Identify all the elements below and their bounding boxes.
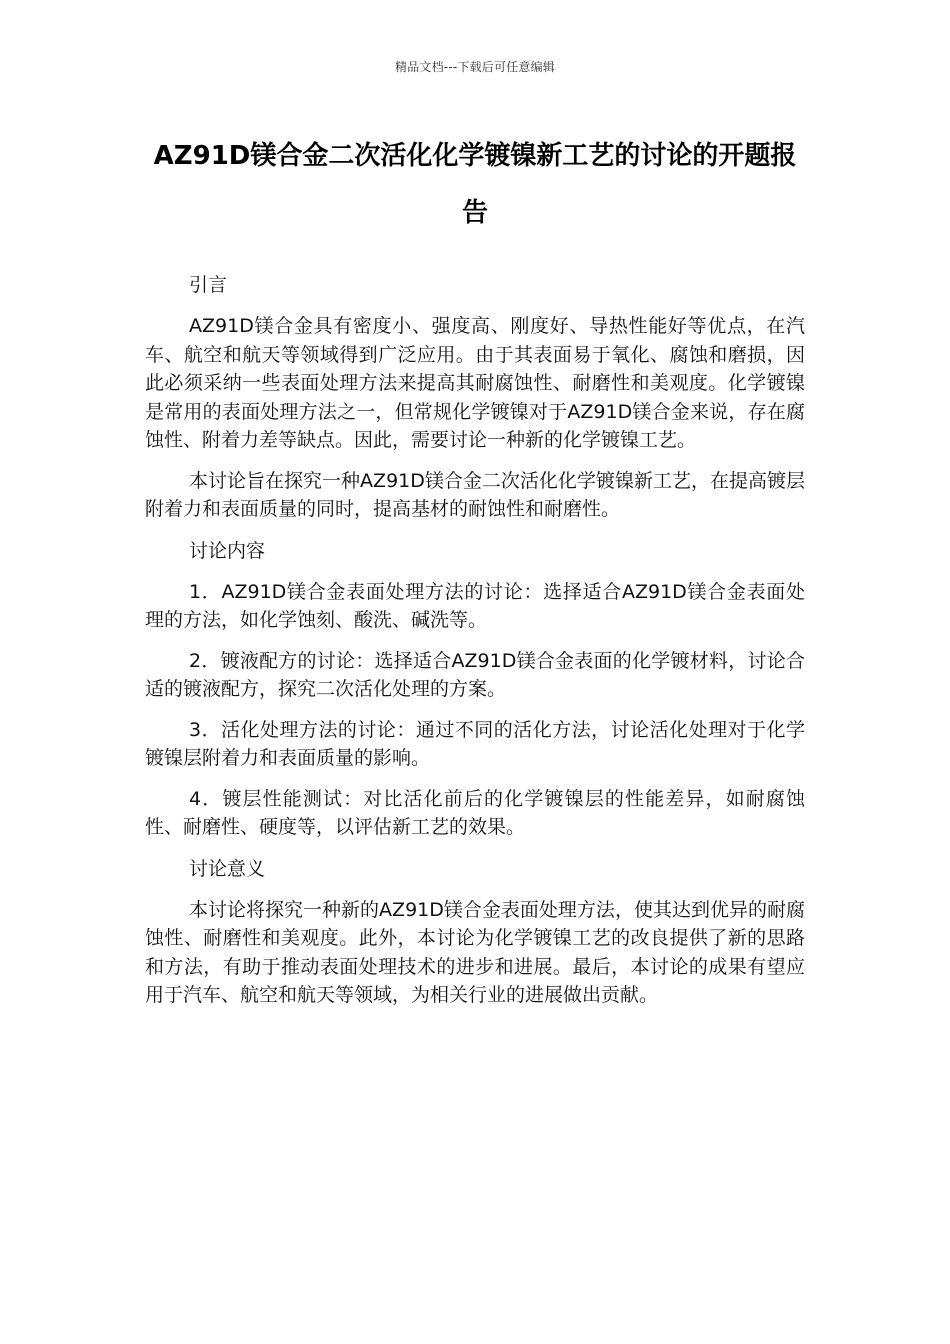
document-title: AZ91D镁合金二次活化化学镀镍新工艺的讨论的开题报告 xyxy=(153,141,797,228)
content-item-1: 1．AZ91D镁合金表面处理方法的讨论：选择适合AZ91D镁合金表面处理的方法，如化学蚀刻、酸洗、碱洗等。 xyxy=(145,580,805,631)
content-item-2: 2．镀液配方的讨论：选择适合AZ91D镁合金表面的化学镀材料，讨论合适的镀液配方，探究二次活化处理的方案。 xyxy=(145,649,805,700)
significance-paragraph: 本讨论将探究一种新的AZ91D镁合金表面处理方法，使其达到优异的耐腐蚀性、耐磨性和美观度。此外，本讨论为化学镀镍工艺的改良提供了新的思路和方法，有助于推动表面处理技术的进步和进展。最后，本讨论的成果有望应用于汽车、航空和航天等领域，为相关行业的进展做出贡献。 xyxy=(145,898,805,1006)
section-heading-content: 讨论内容 xyxy=(189,539,266,562)
intro-paragraph-1: AZ91D镁合金具有密度小、强度高、刚度好、导热性能好等优点，在汽车、航空和航天等领域得到广泛应用。由于其表面易于氧化、腐蚀和磨损，因此必须采纳一些表面处理方法来提高其耐腐蚀性、耐磨性和美观度。化学镀镍是常用的表面处理方法之一，但常规化学镀镍对于AZ91D镁合金来说，存在腐蚀性、附着力差等缺点。因此，需要讨论一种新的化学镀镍工艺。 xyxy=(145,315,805,451)
intro-paragraph-2: 本讨论旨在探究一种AZ91D镁合金二次活化化学镀镍新工艺，在提高镀层附着力和表面质量的同时，提高基材的耐蚀性和耐磨性。 xyxy=(145,469,805,520)
document-body xyxy=(145,270,805,1022)
content-item-3: 3．活化处理方法的讨论：通过不同的活化方法，讨论活化处理对于化学镀镍层附着力和表面质量的影响。 xyxy=(145,718,805,769)
section-heading-significance: 讨论意义 xyxy=(189,857,266,880)
section-heading-intro: 引言 xyxy=(189,274,228,296)
content-item-4: 4．镀层性能测试：对比活化前后的化学镀镍层的性能差异，如耐腐蚀性、耐磨性、硬度等，以评估新工艺的效果。 xyxy=(145,787,805,838)
header-note: 精品文档---下载后可任意编辑 xyxy=(395,60,555,74)
